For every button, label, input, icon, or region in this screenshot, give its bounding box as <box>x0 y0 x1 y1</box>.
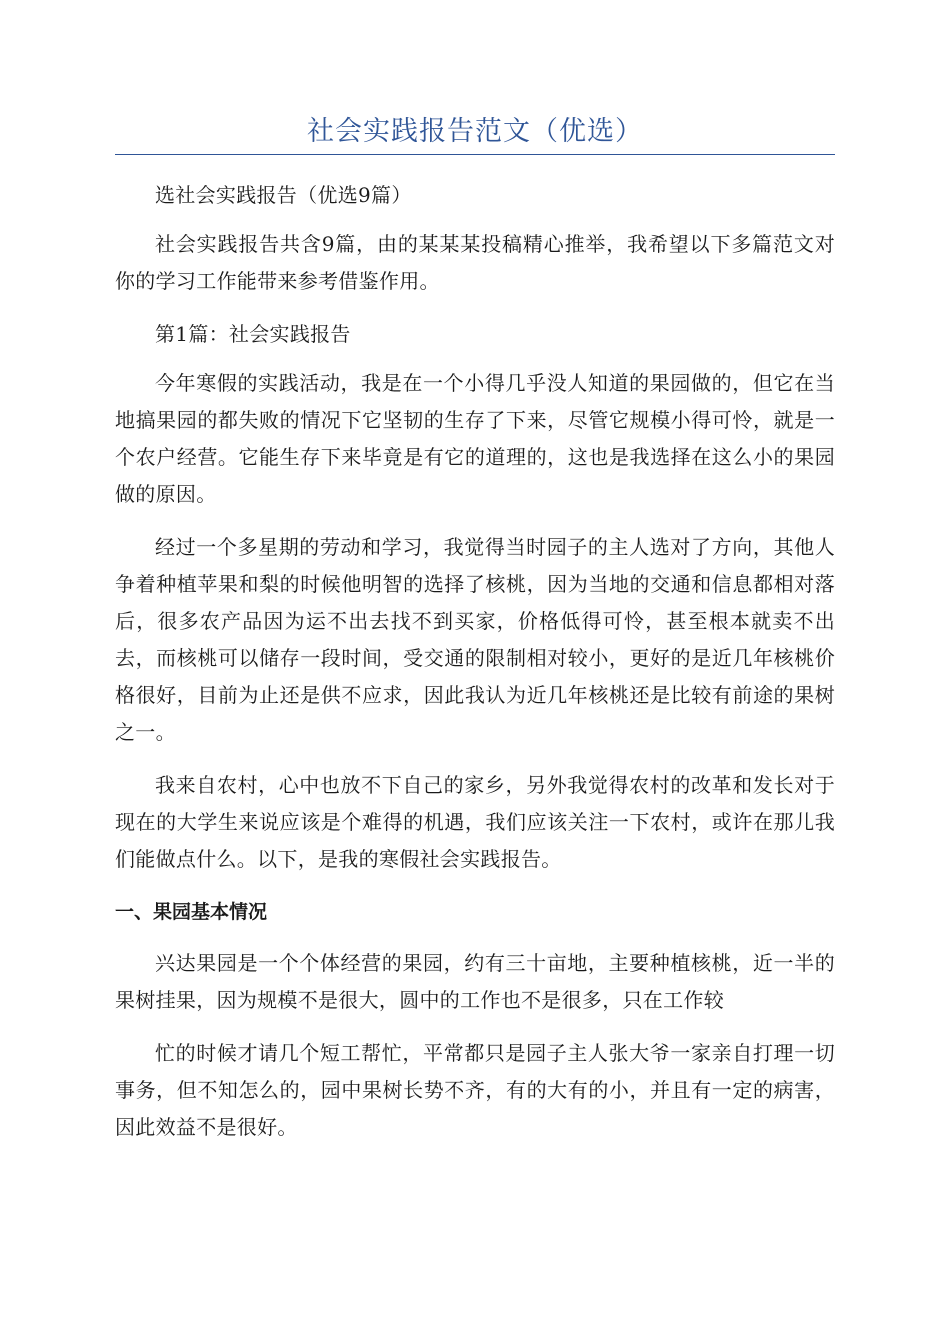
document-subtitle: 选社会实践报告（优选9篇） <box>155 183 412 207</box>
section-heading: 一、果园基本情况 <box>115 901 268 923</box>
section-paragraph: 忙的时候才请几个短工帮忙，平常都只是园子主人张大爷一家亲自打理一切事务，但不知怎么的，园中果树长势不齐，有的大有的小，并且有一定的病害，因此效益不是很好。 <box>115 1041 835 1139</box>
document-body <box>115 177 835 1146</box>
document-page <box>115 112 835 1162</box>
page-title: 社会实践报告范文（优选） <box>115 112 835 155</box>
body-paragraph: 我来自农村，心中也放不下自己的家乡，另外我觉得农村的改革和发长对于现在的大学生来说应该是个难得的机遇，我们应该关注一下农村，或许在那儿我们能做点什么。以下，是我的寒假社会实践报告。 <box>115 773 835 871</box>
section-paragraph: 兴达果园是一个个体经营的果园，约有三十亩地，主要种植核桃，近一半的果树挂果，因为规模不是很大，圆中的工作也不是很多，只在工作较 <box>115 951 835 1012</box>
body-paragraph: 今年寒假的实践活动，我是在一个小得几乎没人知道的果园做的，但它在当地搞果园的都失败的情况下它坚韧的生存了下来，尽管它规模小得可怜，就是一个农户经营。它能生存下来毕竟是有它的道理的，这也是我选择在这么小的果园做的原因。 <box>115 371 835 506</box>
body-paragraph: 经过一个多星期的劳动和学习，我觉得当时园子的主人选对了方向，其他人争着种植苹果和梨的时候他明智的选择了核桃，因为当地的交通和信息都相对落后，很多农产品因为运不出去找不到买家，价格低得可怜，甚至根本就卖不出去，而核桃可以储存一段时间，受交通的限制相对较小，更好的是近几年核桃价格很好，目前为止还是供不应求，因此我认为近几年核桃还是比较有前途的果树之一。 <box>115 535 835 744</box>
intro-paragraph: 社会实践报告共含9篇，由的某某某投稿精心推举，我希望以下多篇范文对你的学习工作能带来参考借鉴作用。 <box>115 232 835 293</box>
chapter-label: 第1篇：社会实践报告 <box>155 322 351 346</box>
